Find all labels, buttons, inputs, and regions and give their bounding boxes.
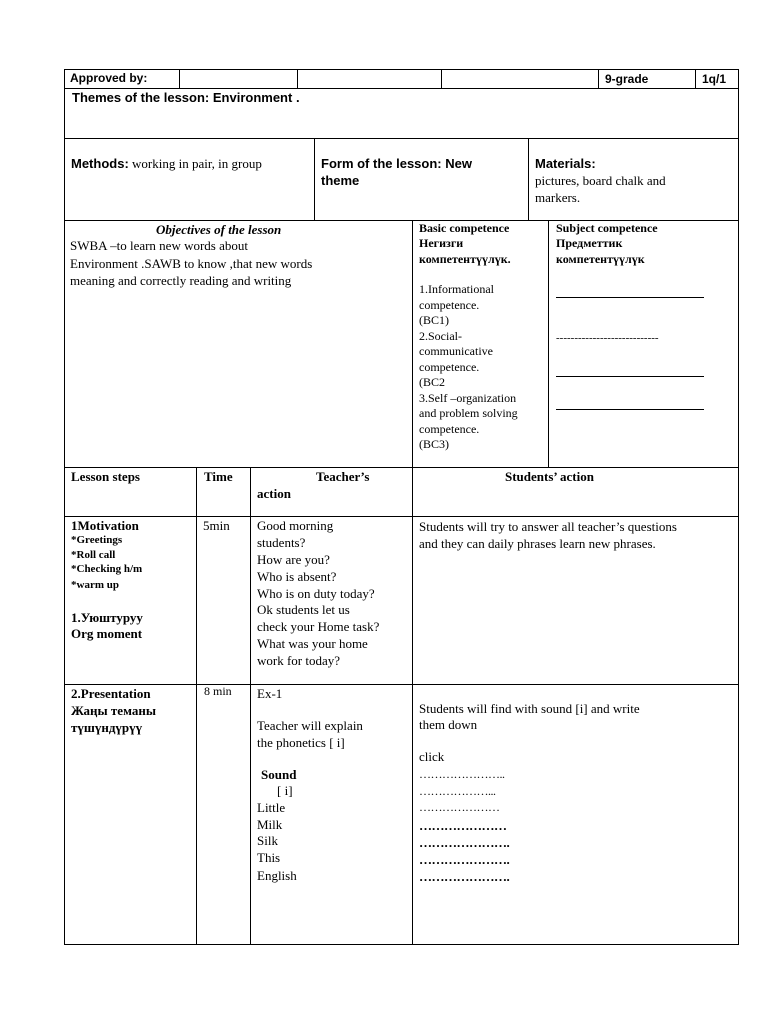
answer-dots: ………………….	[419, 869, 510, 884]
header-divider	[179, 69, 180, 89]
answer-dots: …………………	[419, 818, 507, 833]
sound-symbol: [ i]	[277, 783, 293, 798]
motivation-sub-item: *Checking h/m	[71, 563, 143, 575]
methods-label: Methods:	[71, 156, 129, 171]
objectives-line: SWBA –to learn new words about	[70, 238, 249, 253]
approved-label: Approved by:	[70, 71, 148, 85]
form-label: Form of the lesson:	[321, 156, 442, 171]
subject-competence-ky-2: компетентүүлүк	[556, 252, 645, 266]
subject-competence-title: Subject competence	[556, 221, 658, 235]
materials-label: Materials:	[535, 156, 596, 171]
form-value-1: New	[445, 156, 472, 171]
subject-blank-line	[556, 376, 704, 377]
sound-word: English	[257, 868, 297, 883]
answer-dots: ………………….	[419, 835, 510, 850]
motivation-teacher-line: Who is on duty today?	[257, 586, 375, 601]
basic-competence-item: (BC2	[419, 375, 446, 389]
header-divider	[695, 69, 696, 89]
basic-competence-item: and problem solving	[419, 406, 518, 420]
motivation-teacher-line: students?	[257, 535, 306, 550]
theme-value: Environment .	[212, 90, 300, 105]
basic-competence-item: competence.	[419, 421, 480, 436]
answer-dots: …………………..	[419, 767, 505, 781]
basic-competence-item: (BC1)	[419, 313, 449, 327]
header-teacher-2: action	[257, 486, 291, 501]
motivation-sub-item: *Roll call	[71, 548, 116, 561]
methods-value: working in pair, in group	[132, 156, 262, 171]
materials-line-1: pictures, board chalk and	[535, 173, 666, 188]
theme-label	[72, 89, 300, 106]
presentation-student-line: them down	[419, 717, 478, 732]
theme-label-text: Themes of the lesson:	[72, 90, 210, 105]
presentation-student-line: Students will find with sound [i] and write	[419, 701, 640, 716]
objectives-divider	[412, 220, 413, 468]
basic-competence-ky-1: Негизги	[419, 236, 464, 250]
presentation-time: 8 min	[204, 684, 232, 698]
sound-word: Milk	[257, 817, 283, 832]
motivation-student-line: and they can daily phrases learn new phrases.	[419, 536, 656, 551]
presentation-ky-2: түшүндүрүү	[71, 720, 143, 735]
motivation-sub-item: *warm up	[71, 579, 119, 591]
motivation-teacher-line: Ok students let us	[257, 602, 350, 617]
motivation-teacher-line: work for today?	[257, 653, 341, 668]
sound-word: Silk	[257, 833, 278, 848]
sound-label: Sound	[261, 767, 297, 782]
grade-label: 9-grade	[605, 72, 649, 86]
methods-divider	[528, 138, 529, 221]
motivation-teacher-line: How are you?	[257, 552, 330, 567]
subject-competence-ky-1: Предметтик	[556, 236, 623, 250]
objectives-line: Environment .SAWB to know ,that new words	[70, 256, 313, 271]
motivation-sub-item: *Greetings	[71, 534, 123, 546]
header-divider	[441, 69, 442, 89]
basic-competence-item: 3.Self –organization	[419, 390, 517, 405]
header-lesson-steps: Lesson steps	[71, 469, 140, 484]
motivation-student-line: Students will try to answer all teacher’s questions	[419, 519, 677, 534]
header-teacher-1: Teacher’s	[316, 469, 370, 484]
header-divider	[297, 69, 298, 89]
motivation-ky-2: Org moment	[71, 626, 143, 641]
objectives-divider	[548, 220, 549, 468]
presentation-ky-1: Жаңы теманы	[71, 703, 156, 718]
click-text: click	[419, 749, 445, 764]
form-line1	[321, 155, 472, 172]
answer-dots: ………………...	[419, 784, 496, 798]
presentation-step-title: 2.Presentation	[71, 686, 151, 701]
header-divider	[598, 69, 599, 89]
header-time: Time	[204, 469, 233, 484]
subject-blank-line	[556, 297, 704, 298]
sound-word: Little	[257, 800, 286, 815]
objectives-title: Objectives of the lesson	[156, 222, 282, 237]
methods-divider	[314, 138, 315, 221]
basic-competence-item: competence.	[419, 359, 480, 374]
presentation-row	[64, 684, 739, 945]
basic-competence-item: communicative	[419, 344, 493, 358]
motivation-time: 5min	[203, 518, 230, 533]
basic-competence-item: 1.Informational	[419, 282, 494, 296]
lesson-header-row	[64, 467, 739, 517]
methods-cell	[71, 155, 262, 172]
basic-competence-item: (BC3)	[419, 437, 449, 451]
basic-competence-title: Basic competence	[419, 221, 510, 235]
lesson-code: 1q/1	[702, 72, 727, 86]
basic-competence-item: 2.Social-	[419, 328, 462, 343]
subject-blank-line	[556, 409, 704, 410]
basic-competence-ky-2: компетентүүлүк.	[419, 252, 511, 266]
basic-competence-item: competence.	[419, 297, 480, 312]
answer-dots: …………………	[419, 800, 500, 814]
motivation-teacher-line: Good morning	[257, 518, 334, 533]
presentation-exercise: Ex-1	[257, 686, 283, 701]
motivation-teacher-line: What was your home	[257, 636, 368, 651]
presentation-teacher-line: the phonetics [ i]	[257, 735, 345, 750]
header-students: Students’ action	[505, 469, 594, 484]
subject-dash-line: ----------------------------	[556, 332, 659, 344]
motivation-ky-1: 1.Уюштуруу	[71, 610, 143, 625]
objectives-line: meaning and correctly reading and writing	[70, 273, 292, 288]
motivation-teacher-line: check your Home task?	[257, 619, 380, 634]
motivation-step-title: 1Motivation	[71, 518, 139, 533]
form-value-2: theme	[321, 173, 360, 188]
motivation-teacher-line: Who is absent?	[257, 569, 337, 584]
sound-word: This	[257, 850, 281, 865]
answer-dots: ………………….	[419, 852, 510, 867]
presentation-teacher-line: Teacher will explain	[257, 718, 363, 733]
materials-line-2: markers.	[535, 190, 581, 205]
